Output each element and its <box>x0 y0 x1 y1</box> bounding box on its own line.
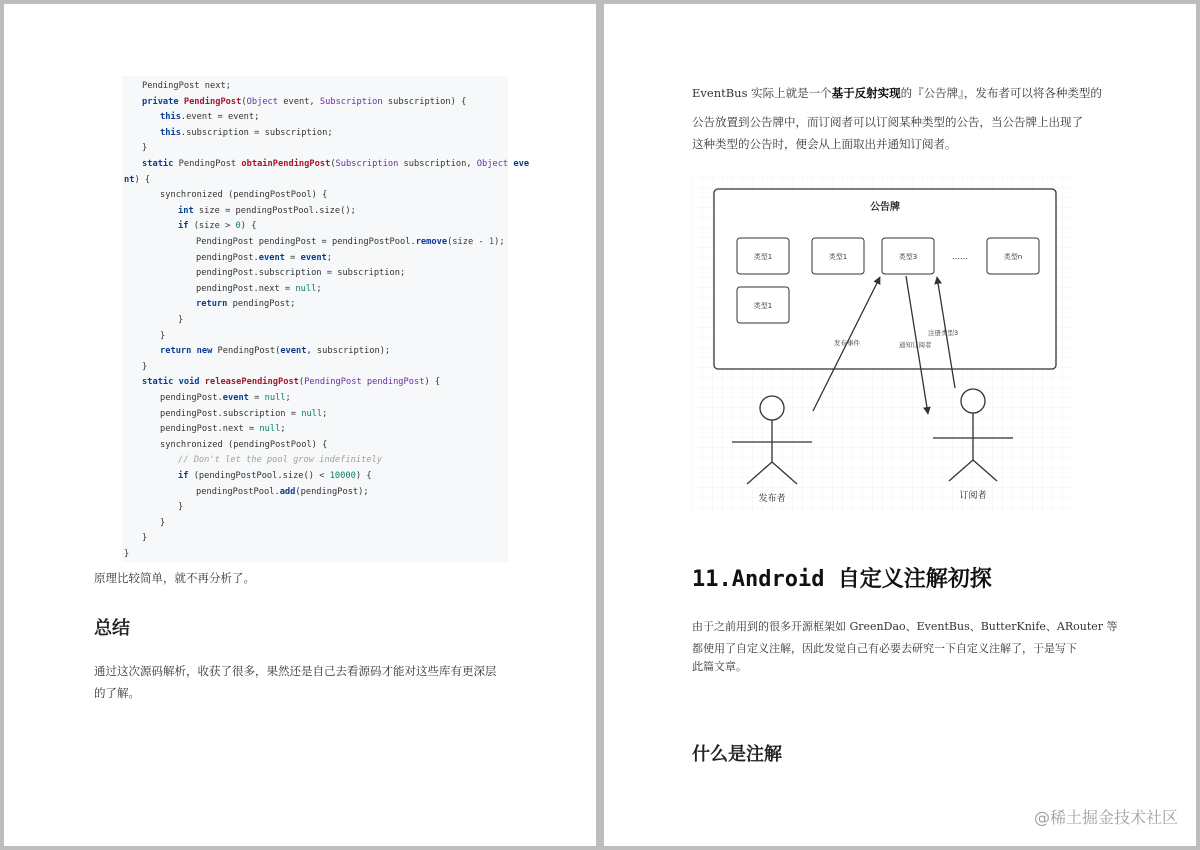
type-box-2-label: 类型1 <box>828 253 848 261</box>
type-box-1-label: 类型1 <box>753 253 773 261</box>
summary-line-1: 通过这次源码解析，收获了很多，果然还是自己去看源码才能对这些库有更深层 <box>94 664 497 678</box>
eventbus-diagram <box>692 177 1072 515</box>
code-line: if (pendingPostPool.size() < 10000) { <box>178 471 372 481</box>
intro-line-1-start: EventBus 实际上就是一个 <box>692 86 832 100</box>
intro-line-3: 这种类型的公告时，便会从上面取出并通知订阅者。 <box>692 137 957 151</box>
notify-label: 通知订阅者 <box>899 341 932 349</box>
code-line: } <box>178 315 184 325</box>
code-line: synchronized (pendingPostPool) { <box>160 439 328 450</box>
summary-heading: 总结 <box>94 618 130 639</box>
code-line: this.event = event; <box>160 112 260 123</box>
left-page <box>4 4 596 846</box>
subscriber-head <box>961 389 985 413</box>
publisher-head <box>760 396 784 420</box>
publisher-label: 发布者 <box>758 494 786 504</box>
code-line: synchronized (pendingPostPool) { <box>160 190 328 201</box>
code-line: PendingPost pendingPost = pendingPostPool.remove(size - 1); <box>196 237 505 247</box>
publish-label: 发布事件 <box>834 339 860 347</box>
code-line: nt) { <box>124 174 151 185</box>
para-line-3: 此篇文章。 <box>692 660 747 673</box>
code-line: } <box>178 502 184 513</box>
watermark: @稀土掘金技术社区 <box>1033 808 1178 827</box>
intro-line-1 <box>692 85 1102 101</box>
intro-line-1-end: 的『公告牌』，发布者可以将各种类型的 <box>900 86 1102 100</box>
code-line: static void releasePendingPost(PendingPost pendingPost) { <box>142 377 441 388</box>
code-line: } <box>160 330 166 341</box>
board-frame <box>714 189 1056 369</box>
code-line: } <box>160 517 166 528</box>
code-line: static PendingPost obtainPendingPost(Subscription subscription, Object eve <box>142 159 530 169</box>
code-line: pendingPost.event = null; <box>160 393 291 403</box>
code-line: } <box>124 549 130 559</box>
code-block <box>122 76 530 562</box>
code-line: pendingPost.next = null; <box>160 424 286 435</box>
ellipsis: …… <box>952 252 968 261</box>
para-line-2: 都使用了自定义注解，因此发觉自己有必要去研究一下自定义注解了，于是写下 <box>692 642 1077 655</box>
code-line: if (size > 0) { <box>178 221 257 232</box>
type-box-3-label: 类型3 <box>898 253 918 261</box>
subscriber-label: 订阅者 <box>959 491 987 501</box>
code-line: pendingPost.subscription = subscription; <box>196 268 406 279</box>
code-line: pendingPost.next = null; <box>196 283 322 294</box>
section-heading: 什么是注解 <box>692 744 782 765</box>
code-line: int size = pendingPostPool.size(); <box>178 205 356 216</box>
type-box-5-label: 类型1 <box>753 302 773 310</box>
code-line: } <box>142 533 148 544</box>
code-line: return new PendingPost(event, subscription); <box>160 346 391 357</box>
code-line: } <box>142 143 148 154</box>
chapter-heading: 11.Android 自定义注解初探 <box>692 567 992 592</box>
register-label: 注册类型3 <box>928 329 959 337</box>
code-line: pendingPostPool.add(pendingPost); <box>196 486 369 497</box>
type-box-n-label: 类型n <box>1003 253 1023 261</box>
board-title: 公告牌 <box>870 202 900 213</box>
code-line: pendingPost.event = event; <box>196 252 333 263</box>
code-line: } <box>142 361 148 372</box>
code-line: private PendingPost(Object event, Subscription subscription) { <box>142 96 467 107</box>
code-line: PendingPost next; <box>142 81 231 91</box>
code-line: return pendingPost; <box>196 299 296 310</box>
code-line: this.subscription = subscription; <box>160 127 333 138</box>
after-code-text: 原理比较简单，就不再分析了。 <box>94 571 255 585</box>
right-page <box>604 4 1196 846</box>
summary-line-2: 的了解。 <box>94 686 140 700</box>
para-line-1: 由于之前用到的很多开源框架如 GreenDao、EventBus、ButterKnife、ARouter 等 <box>692 620 1118 633</box>
intro-line-2: 公告放置到公告牌中，而订阅者可以订阅某种类型的公告，当公告牌上出现了 <box>692 115 1083 129</box>
code-line: pendingPost.subscription = null; <box>160 408 328 419</box>
intro-bold-phrase: 基于反射实现 <box>831 86 901 100</box>
code-line: // Don't let the pool grow indefinitely <box>178 455 382 466</box>
